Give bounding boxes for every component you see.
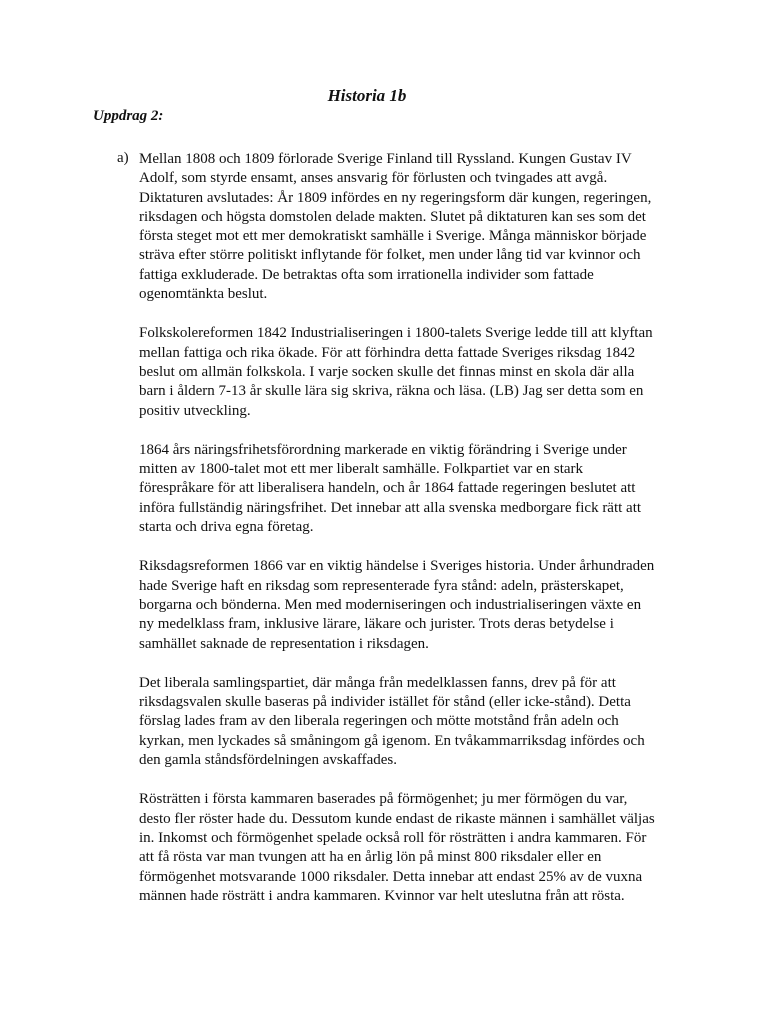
paragraph-line: ny medelklass fram, inklusive lärare, läkare och jurister. Trots deras betydelse i [139,616,614,633]
document-body [139,150,659,906]
paragraph-line: ogenomtänkta beslut. [139,286,268,303]
paragraph [139,324,659,420]
list-item-marker: a) [117,150,129,166]
paragraph-line: första steget mot ett mer demokratiskt samhälle i Sverige. Många människor började [139,228,647,245]
paragraph-line: den gamla ståndsfördelningen avskaffades. [139,752,397,769]
paragraph-line: Det liberala samlingspartiet, där många från medelklassen fanns, drev på för att [139,674,616,691]
paragraph-line: fattiga exkluderade. De betraktas ofta som irrationella individer som fattade [139,266,594,283]
paragraph-line: mellan fattiga och rika ökade. För att förhindra detta fattade Sveriges riksdag 1842 [139,344,636,361]
paragraph-line: riksdagsvalen skulle baseras på individer istället för stånd (eller icke-stånd). Detta [139,694,631,711]
document-title: Historia 1b [327,86,407,105]
paragraph-line: Folkskolereformen 1842 Industrialiseringen i 1800-talets Sverige ledde till att klyftan [139,325,653,342]
paragraph-line: riksdagen och högsta domstolen delade makten. Slutet på diktaturen kan ses som det [139,208,646,225]
paragraph-line: in. Inkomst och förmögenhet spelade också roll för rösträtten i andra kammaren. För [139,829,647,846]
paragraph-line: införa fullständig näringsfrihet. Det innebar att alla svenska medborgare fick rätt att [139,499,642,516]
paragraph-line: barn i åldern 7-13 år skulle lära sig skriva, räkna och läsa. (LB) Jag ser detta som en [139,383,644,400]
paragraph-line: samhället saknade de representation i riksdagen. [139,635,429,652]
paragraph [139,441,659,537]
paragraph-line: desto fler röster hade du. Dessutom kunde endast de rikaste männen i samhället väljas [139,810,655,827]
paragraph-line: att få rösta var man tvungen att ha en årlig lön på minst 800 riksdaler eller en [139,849,602,866]
paragraph [139,150,659,304]
paragraph-line: starta och driva egna företag. [139,519,314,536]
paragraph-line: Diktaturen avslutades: År 1809 infördes en ny regeringsform där kungen, regeringen, [139,189,652,206]
paragraph-line: Riksdagsreformen 1866 var en viktig händelse i Sveriges historia. Under århundraden [139,558,655,575]
paragraph-line: männen hade rösträtt i andra kammaren. Kvinnor var helt uteslutna från att rösta. [139,887,625,904]
paragraph-line: 1864 års näringsfrihetsförordning markerade en viktig förändring i Sverige under [139,441,627,458]
paragraph-line: borgarna och bönderna. Men med moderniseringen och industrialiseringen växte en [139,596,642,613]
paragraph-line: Adolf, som styrde ensamt, anses ansvarig för förlusten och tvingades att avgå. [139,170,608,187]
paragraph-line: positiv utveckling. [139,402,251,419]
document-subtitle: Uppdrag 2: [93,108,164,124]
paragraph [139,790,659,906]
paragraph-line: förespråkare för att liberalisera handeln, och år 1864 fattade regeringen beslutet att [139,480,636,497]
paragraph-line: Mellan 1808 och 1809 förlorade Sverige Finland till Ryssland. Kungen Gustav IV [139,151,632,167]
paragraph-line: kyrkan, men lyckades så småningom gå igenom. En tvåkammarriksdag infördes och [139,732,645,749]
paragraph-line: beslut om allmän folkskola. I varje socken skulle det finnas minst en skola där alla [139,363,635,380]
paragraph-line: Rösträtten i första kammaren baserades på förmögenhet; ju mer förmögen du var, [139,791,628,808]
paragraph-line: mitten av 1800-talet mot ett mer liberalt samhälle. Folkpartiet var en stark [139,461,584,478]
paragraph [139,557,659,653]
paragraph-line: förslag lades fram av den liberala regeringen och mötte motstånd från adeln och [139,713,619,730]
paragraph-line: hade Sverige haft en riksdag som representerade fyra stånd: adeln, prästerskapet, [139,577,624,594]
paragraph [139,674,659,770]
paragraph-line: förmögenhet motsvarande 1000 riksdaler. Detta innebar att endast 25% av de vuxna [139,868,643,885]
paragraph-line: sträva efter större politiskt inflytande för folket, men under lång tid var kvinnor och [139,247,641,264]
